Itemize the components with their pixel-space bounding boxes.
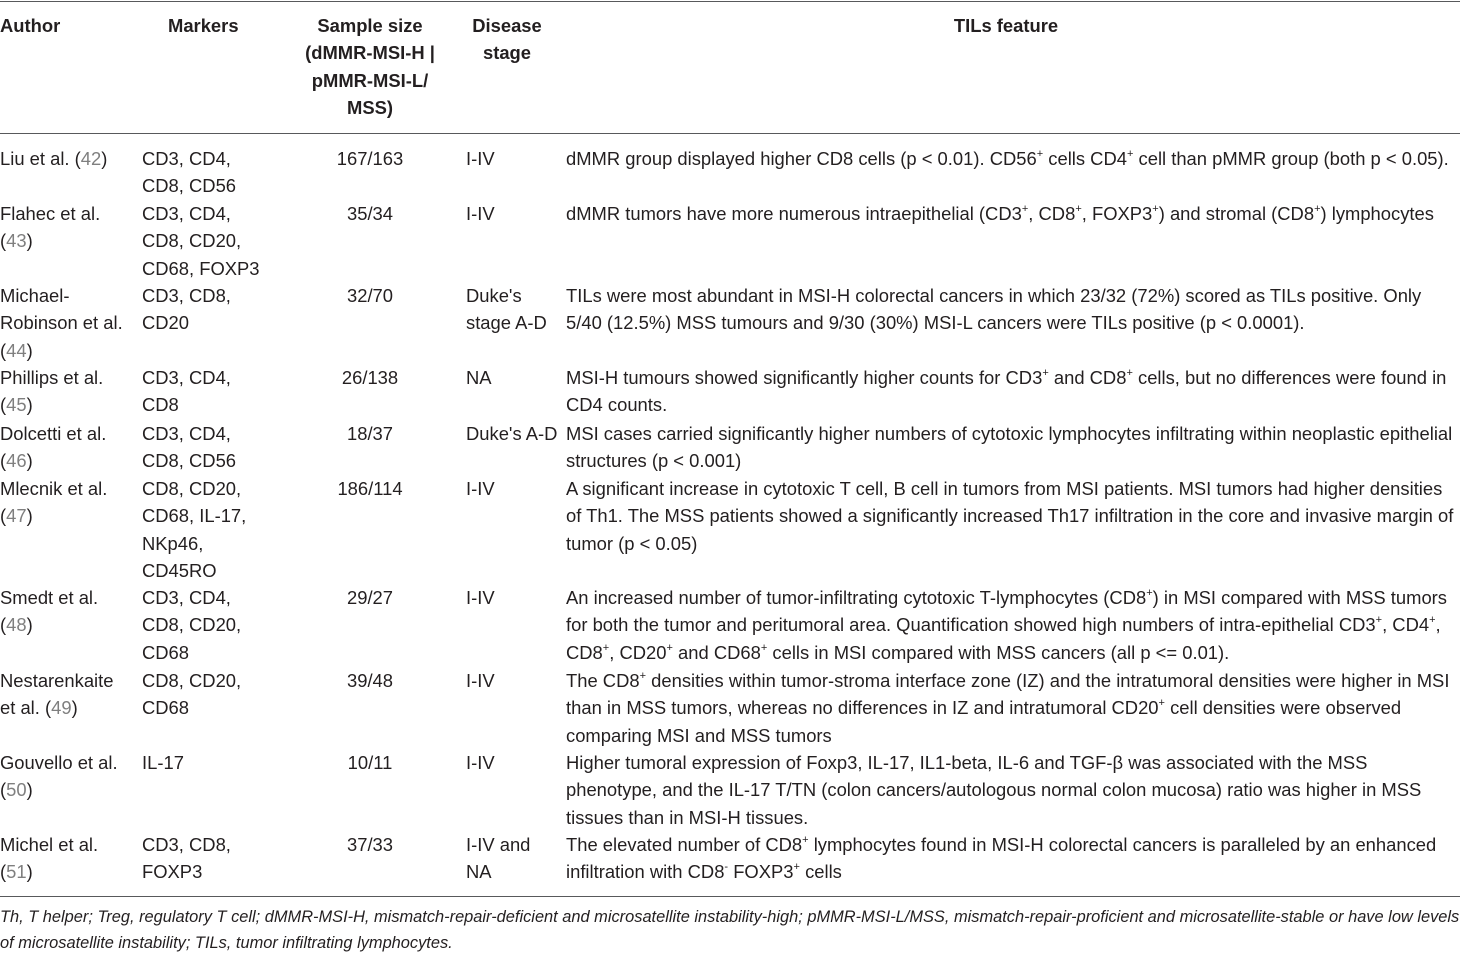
cell-sample-size: 26/138: [341, 367, 399, 388]
reference-link: 43: [6, 230, 27, 252]
reference-link: 47: [6, 505, 27, 527]
cell-markers: CD3, CD4, CD8: [142, 367, 231, 416]
cell-sample-size: 32/70: [346, 285, 394, 306]
cell-disease-stage: I-IV: [466, 203, 495, 224]
cell-sample-size: 35/34: [346, 203, 394, 224]
cell-author: Smedt et al. (48): [0, 587, 99, 636]
cell-author: Dolcetti et al. (46): [0, 423, 107, 472]
header-disease-stage: Disease stage: [472, 15, 542, 64]
cell-markers: CD8, CD20, CD68: [142, 670, 242, 719]
cell-tils-feature: MSI-H tumours showed significantly higher counts for CD3+ and CD8+ cells, but no differences were found in CD4 counts.: [566, 366, 1447, 416]
cell-tils-feature: dMMR group displayed higher CD8 cells (p < 0.01). CD56+ cells CD4+ cell than pMMR group (both p < 0.05).: [566, 147, 1449, 169]
reference-link: 50: [6, 779, 27, 801]
cell-disease-stage: Duke's stage A-D: [466, 285, 547, 334]
cell-sample-size: 167/163: [336, 148, 404, 169]
cell-sample-size: 18/37: [346, 423, 394, 444]
cell-author: Phillips et al. (45): [0, 367, 104, 416]
cell-disease-stage: I-IV: [466, 752, 495, 773]
table-footnote: Th, T helper; Treg, regulatory T cell; dMMR-MSI-H, mismatch-repair-deficient and microsatellite instability-high; pMMR-MSI-L/MSS, mismatch-repair-proficient and microsatellite-stable or have low levels of microsatellite instability; TILs, tumor infiltrating lymphocytes.: [0, 908, 1460, 952]
cell-tils-feature: dMMR tumors have more numerous intraepithelial (CD3+, CD8+, FOXP3+) and stromal (CD8+) lymphocytes: [566, 202, 1434, 224]
header-markers: Markers: [168, 15, 239, 36]
cell-sample-size: 186/114: [337, 478, 403, 499]
reference-link: 42: [80, 148, 102, 169]
header-sample-size: Sample size (dMMR-MSI-H | pMMR-MSI-L/ MSS): [305, 15, 435, 119]
cell-sample-size: 29/27: [346, 587, 394, 608]
cell-disease-stage: Duke's A-D: [466, 423, 558, 444]
cell-tils-feature: The CD8+ densities within tumor-stroma interface zone (IZ) and the intratumoral densities were higher in MSI than in MSS tumors, whereas no differences in IZ and intratumoral CD20+ cell densities were observed comparing MSI and MSS tumors: [566, 669, 1450, 746]
cell-tils-feature: A significant increase in cytotoxic T cell, B cell in tumors from MSI patients. MSI tumors had higher densities of Th1. The MSS patients showed a significantly increased Th17 infiltration in the core and invasive margin of tumor (p < 0.05): [566, 478, 1454, 554]
cell-disease-stage: I-IV: [466, 587, 495, 608]
cell-markers: CD8, CD20, CD68, IL-17, NKp46, CD45RO: [142, 478, 247, 582]
cell-author: Nestarenkaite et al. (49): [0, 670, 114, 719]
cell-author: Liu et al. (42): [0, 148, 108, 169]
reference-link: 51: [6, 861, 27, 883]
cell-author: Mlecnik et al. (47): [0, 478, 108, 527]
cell-tils-feature: MSI cases carried significantly higher numbers of cytotoxic lymphocytes infiltrating within neoplastic epithelial structures (p < 0.001): [566, 423, 1453, 472]
cell-markers: CD3, CD4, CD8, CD20, CD68, FOXP3: [142, 203, 260, 279]
cell-author: Gouvello et al. (50): [0, 752, 118, 801]
reference-link: 49: [51, 697, 72, 719]
top-rule: [0, 1, 1460, 2]
reference-link: 45: [6, 394, 27, 416]
cell-markers: IL-17: [142, 752, 184, 773]
cell-author: Michel et al. (51): [0, 834, 99, 883]
cell-disease-stage: NA: [466, 367, 492, 388]
reference-link: 46: [6, 450, 27, 472]
cell-tils-feature: Higher tumoral expression of Foxp3, IL-17, IL1-beta, IL-6 and TGF-β was associated with the MSS phenotype, and the IL-17 T/TN (colon cancers/autologous normal colon mucosa) ratio was higher in MSS tissues than in MSI-H tissues.: [566, 752, 1422, 828]
cell-sample-size: 10/11: [347, 752, 393, 773]
cell-tils-feature: TILs were most abundant in MSI-H colorectal cancers in which 23/32 (72%) scored as TILs positive. Only 5/40 (12.5%) MSS tumours and 9/30 (30%) MSI-L cancers were TILs positive (p < 0.0001).: [566, 285, 1422, 334]
cell-markers: CD3, CD4, CD8, CD20, CD68: [142, 587, 242, 663]
cell-markers: CD3, CD4, CD8, CD56: [142, 423, 237, 472]
cell-tils-feature: An increased number of tumor-infiltrating cytotoxic T-lymphocytes (CD8+) in MSI compared with MSS tumors for both the tumor and peritumoral area. Quantification showed high numbers of intra-epithelial CD3+, CD4+, CD8+, CD20+ and CD68+ cells in MSI compared with MSS cancers (all p <= 0.01).: [566, 586, 1447, 663]
cell-disease-stage: I-IV and NA: [466, 834, 531, 883]
cell-author: Flahec et al. (43): [0, 203, 101, 252]
reference-link: 48: [6, 614, 27, 636]
reference-link: 44: [6, 339, 27, 361]
cell-disease-stage: I-IV: [466, 670, 495, 691]
cell-author: Michael-Robinson et al. (44): [0, 285, 123, 361]
cell-disease-stage: I-IV: [466, 478, 495, 499]
cell-tils-feature: The elevated number of CD8+ lymphocytes found in MSI-H colorectal cancers is paralleled by an enhanced infiltration with CD8- FOXP3+ cells: [566, 833, 1437, 883]
cell-sample-size: 37/33: [346, 834, 394, 855]
header-rule: [0, 133, 1460, 134]
cell-sample-size: 39/48: [346, 670, 394, 691]
cell-markers: CD3, CD4, CD8, CD56: [142, 148, 237, 197]
cell-disease-stage: I-IV: [466, 148, 495, 169]
header-tils-feature: TILs feature: [953, 15, 1059, 36]
cell-markers: CD3, CD8, CD20: [142, 285, 231, 334]
bottom-rule: [0, 896, 1460, 897]
header-author: Author: [0, 15, 61, 36]
cell-markers: CD3, CD8, FOXP3: [142, 834, 231, 883]
